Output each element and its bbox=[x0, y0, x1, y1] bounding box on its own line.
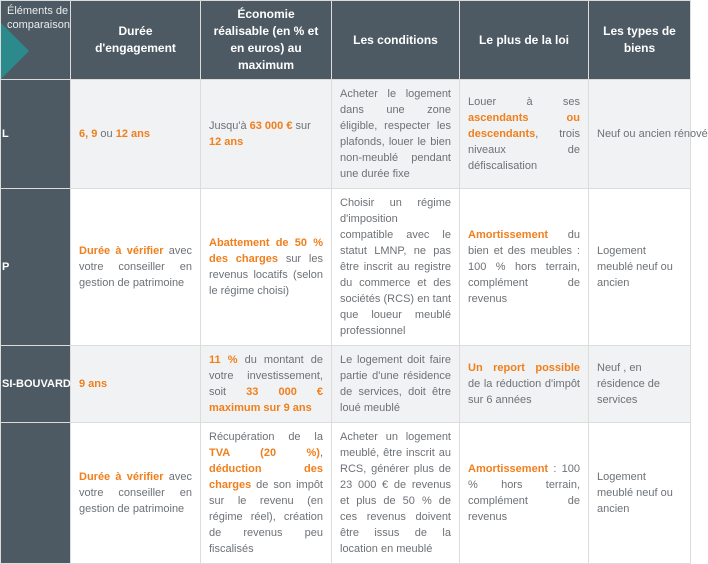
cell-biens: Logement meublé neuf ou ancien bbox=[589, 189, 691, 346]
cell-economie: 11 % du montant de votre investissement, soit 33 000 € maximum sur 9 ans bbox=[201, 346, 332, 423]
header-conditions: Les conditions bbox=[332, 1, 460, 80]
row-label bbox=[1, 423, 71, 564]
header-row bbox=[1, 1, 691, 80]
table-row bbox=[1, 80, 691, 189]
cell-economie: Abattement de 50 % des charges sur les revenus locatifs (selon le régime choisi) bbox=[201, 189, 332, 346]
cell-duree: 9 ans bbox=[71, 346, 201, 423]
cell-duree: Durée à vérifier avec votre conseiller en gestion de patrimoine bbox=[71, 423, 201, 564]
header-biens: Les types de biens bbox=[589, 1, 691, 80]
cell-conditions: Acheter le logement dans une zone éligible, respecter les plafonds, louer le bien non-meublé pendant une durée fixe bbox=[332, 80, 460, 189]
cell-conditions: Le logement doit faire partie d'une résidence de services, doit être loué meublé bbox=[332, 346, 460, 423]
cell-biens: Logement meublé neuf ou ancien bbox=[589, 423, 691, 564]
row-label: P bbox=[1, 189, 71, 346]
cell-plus: Un report possible de la réduction d'impôt sur 6 années bbox=[460, 346, 589, 423]
cell-economie: Récupération de la TVA (20 %), déduction des charges de son impôt sur le revenu (en régime réel), création de revenus peu fiscalisés bbox=[201, 423, 332, 564]
corner-cell bbox=[1, 1, 71, 80]
cell-plus: Amortissement : 100 % hors terrain, complément de revenus bbox=[460, 423, 589, 564]
cell-plus: Amortissement du bien et des meubles : 100 % hors terrain, complément de revenus bbox=[460, 189, 589, 346]
cell-biens: Neuf , en résidence de services bbox=[589, 346, 691, 423]
table-row bbox=[1, 346, 691, 423]
header-plus: Le plus de la loi bbox=[460, 1, 589, 80]
cell-conditions: Acheter un logement meublé, être inscrit au RCS, générer plus de 23 000 € de revenus et plus de 50 % de ces revenus doivent être issus de la location en meublé bbox=[332, 423, 460, 564]
table-row bbox=[1, 189, 691, 346]
corner-label: Éléments de comparaison bbox=[7, 5, 70, 31]
cell-duree: 6, 9 ou 12 ans bbox=[71, 80, 201, 189]
row-label: L bbox=[1, 80, 71, 189]
header-economie: Économie réalisable (en % et en euros) au maximum bbox=[201, 1, 332, 80]
cell-plus: Louer à ses ascendants ou descendants, trois niveaux de défiscalisation bbox=[460, 80, 589, 189]
header-duree: Durée d'engagement bbox=[71, 1, 201, 80]
table-row bbox=[1, 423, 691, 564]
cell-economie: Jusqu'à 63 000 € sur 12 ans bbox=[201, 80, 332, 189]
cell-biens: Neuf ou ancien rénové bbox=[589, 80, 691, 189]
cell-conditions: Choisir un régime d'imposition compatible avec le statut LMNP, ne pas être inscrit au registre du commerce et des sociétés (RCS) en tant que loueur meublé professionnel bbox=[332, 189, 460, 346]
cell-duree: Durée à vérifier avec votre conseiller en gestion de patrimoine bbox=[71, 189, 201, 346]
row-label: SI-BOUVARD bbox=[1, 346, 71, 423]
